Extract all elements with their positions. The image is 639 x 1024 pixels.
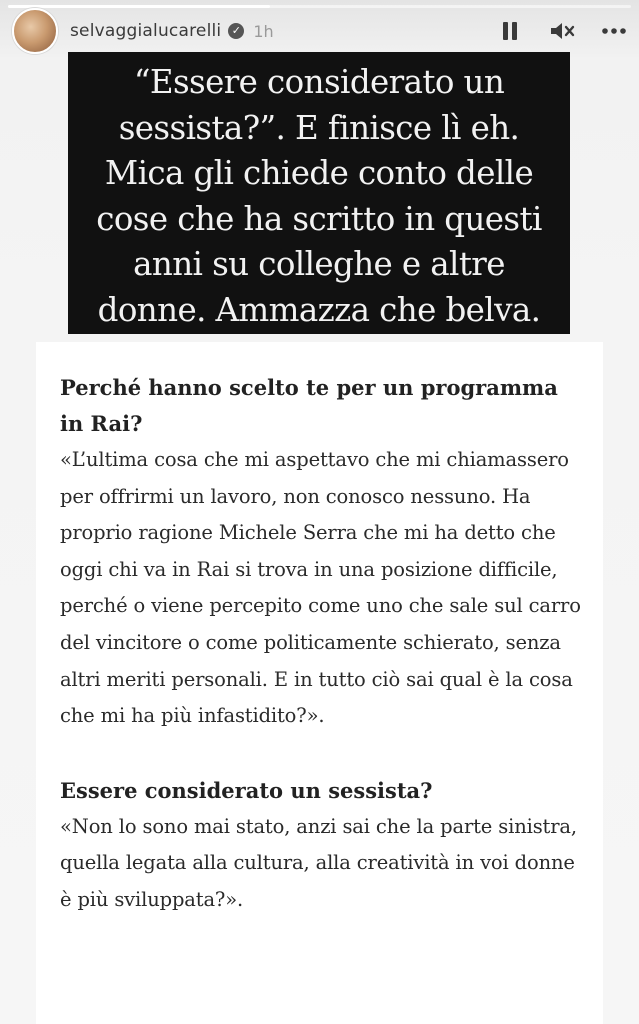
article-answer-2: «Non lo sono mai stato, anzi sai che la parte sinistra, quella legata alla cultura, alla creatività in voi donne è più sviluppata?».	[60, 814, 577, 911]
article-question-2: Essere considerato un sessista?	[60, 777, 433, 803]
avatar[interactable]	[12, 8, 58, 54]
article-screenshot	[36, 342, 603, 1024]
story-controls	[497, 18, 627, 44]
time-ago: 1h	[253, 21, 274, 41]
username[interactable]: selvaggialucarelli	[70, 21, 222, 41]
article-answer-1: «L’ultima cosa che mi aspettavo che mi chiamassero per offrirmi un lavoro, non conosco nessuno. Ha proprio ragione Michele Serra che mi ha detto che oggi chi va in Rai si trova in una posizione difficile, perché o viene percepito come uno che sale sul carro del vincitore o come politicamente schierato, senza altri meriti personali. E in tutto ciò sai qual è la cosa che mi ha più infastidito?».	[60, 448, 581, 728]
article-question-1: Perché hanno scelto te per un programma in Rai?	[60, 375, 558, 436]
mute-icon[interactable]	[549, 18, 575, 44]
story-text-overlay	[68, 52, 570, 334]
more-options-icon[interactable]	[601, 18, 627, 44]
overlay-text: “Essere considerato un sessista?”. E finisce lì eh. Mica gli chiede conto delle cose che ha scritto in questi anni su colleghe e altre donne. Ammazza che belva.	[96, 63, 542, 329]
verified-badge-icon: ✓	[228, 23, 244, 39]
pause-icon[interactable]	[497, 18, 523, 44]
